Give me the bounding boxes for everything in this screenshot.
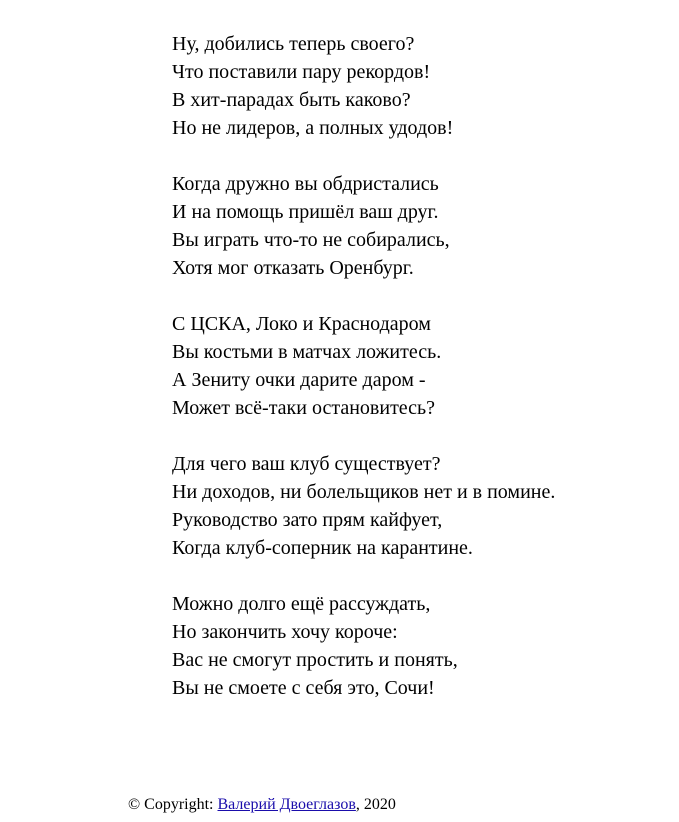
poem-text xyxy=(172,30,555,730)
stanza-2 xyxy=(172,170,555,282)
poem-line: Может всё-таки остановитесь? xyxy=(172,397,436,419)
stanza-4 xyxy=(172,450,555,562)
poem-line: С ЦСКА, Локо и Краснодаром xyxy=(172,313,431,335)
poem-line: Вы играть что-то не собирались, xyxy=(172,229,450,251)
copyright-year: , 2020 xyxy=(355,796,396,813)
copyright-prefix: © Copyright: xyxy=(128,796,218,813)
poem-line: А Зениту очки дарите даром - xyxy=(172,369,426,391)
poem-line: Ну, добились теперь своего? xyxy=(172,33,415,55)
poem-line: Вы костьми в матчах ложитесь. xyxy=(172,341,442,363)
stanza-1 xyxy=(172,30,555,142)
poem-line: Когда дружно вы обдристались xyxy=(172,173,439,195)
poem-line: Для чего ваш клуб существует? xyxy=(172,453,441,475)
stanza-5 xyxy=(172,590,555,702)
poem-line: Хотя мог отказать Оренбург. xyxy=(172,257,414,279)
poem-line: Можно долго ещё рассуждать, xyxy=(172,593,431,615)
author-link[interactable]: Валерий Двоеглазов xyxy=(217,796,356,813)
copyright-footer xyxy=(128,795,396,815)
poem-line: Что поставили пару рекордов! xyxy=(172,61,431,83)
poem-line: Вас не смогут простить и понять, xyxy=(172,649,458,671)
poem-line: Но закончить хочу короче: xyxy=(172,621,398,643)
poem-line: И на помощь пришёл ваш друг. xyxy=(172,201,439,223)
poem-line: Руководство зато прям кайфует, xyxy=(172,509,443,531)
poem-line: В хит-парадах быть каково? xyxy=(172,89,411,111)
poem-line: Но не лидеров, а полных удодов! xyxy=(172,117,454,139)
poem-line: Когда клуб-соперник на карантине. xyxy=(172,537,473,559)
poem-line: Вы не смоете с себя это, Сочи! xyxy=(172,677,435,699)
poem-line: Ни доходов, ни болельщиков нет и в помине. xyxy=(172,481,556,503)
stanza-3 xyxy=(172,310,555,422)
